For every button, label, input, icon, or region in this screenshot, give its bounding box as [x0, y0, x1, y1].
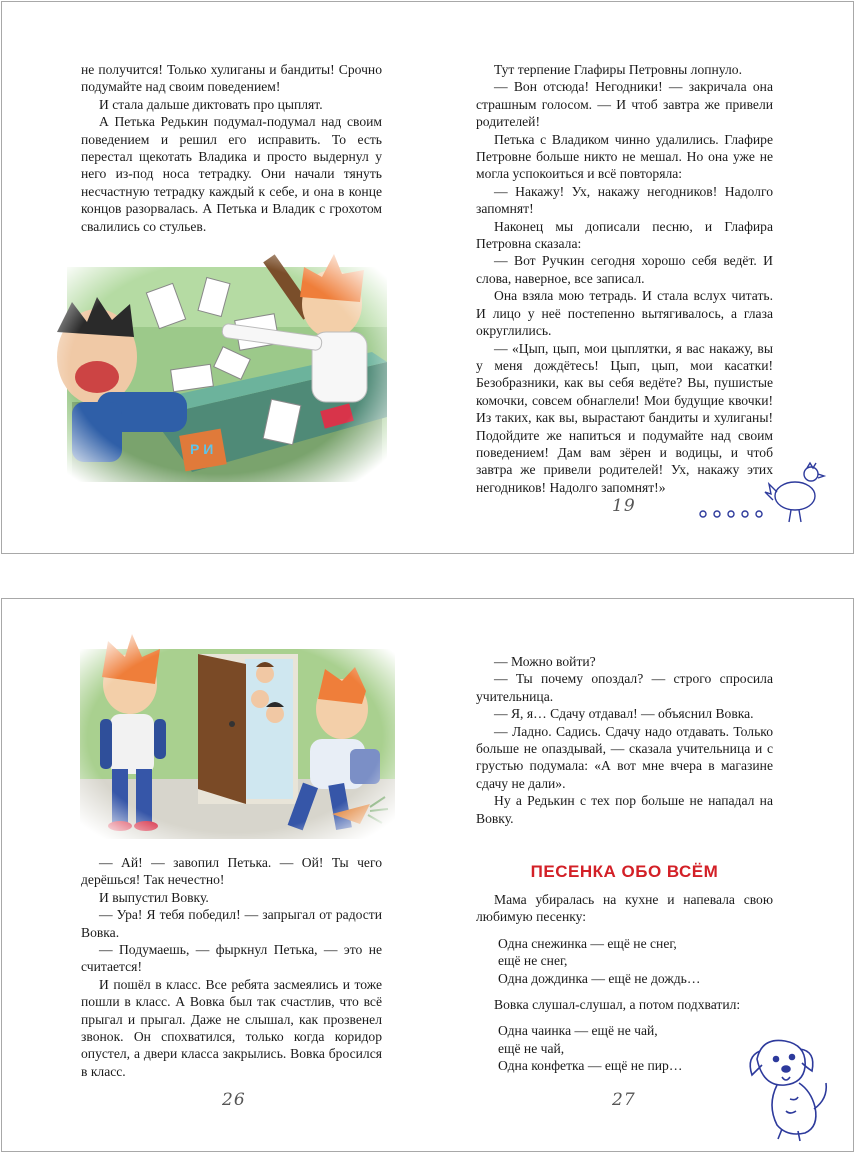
- verse-line: Одна конфетка — ещё не пир…: [498, 1058, 683, 1074]
- book-spread-bottom: [1, 598, 854, 1152]
- paragraph: — Можно войти?: [494, 654, 596, 669]
- book-spread-top: [1, 1, 854, 554]
- chapter-text: [476, 891, 773, 1075]
- page-number: 19: [612, 496, 636, 516]
- paragraph: Тут терпение Глафиры Петровны лопнуло.: [494, 62, 742, 77]
- page-number-left: 26: [222, 1090, 246, 1110]
- page-19-text: [476, 61, 773, 496]
- verse-line: Одна дождинка — ещё не дождь…: [498, 970, 701, 986]
- paragraph: — Ладно. Садись. Сдачу надо отдавать. Только больше не опаздывай, — сказала учительница и с грустью подумала: «А вот мне вчера в магазине сдачу не дали».: [476, 723, 773, 791]
- verse-line: Одна снежинка — ещё не снег,: [498, 935, 677, 951]
- page-27-text: [476, 653, 773, 827]
- hen-with-chicks-drawing: [695, 454, 835, 529]
- paragraph: — Подумаешь, — фыркнул Петька, — это не считается!: [81, 942, 382, 975]
- paragraph: Мама убиралась на кухне и напевала свою любимую песенку:: [476, 892, 773, 925]
- dog-drawing: [742, 1029, 837, 1144]
- verse-block: [476, 1022, 773, 1074]
- paragraph: — Ай! — завопил Петька. — Ой! Ты чего дерёшься! Так нечестно!: [81, 855, 382, 888]
- verse-line: ещё не снег,: [498, 953, 568, 969]
- paragraph: Петька с Владиком чинно удалились. Глафире Петровне больше никто не мешал. Но она уже не могла успокоиться и всё повторяла:: [476, 131, 773, 182]
- paragraph: И выпустил Вовку.: [99, 889, 209, 905]
- page-26-text: [81, 854, 382, 1080]
- verse-line: ещё не чай,: [498, 1040, 565, 1056]
- paragraph: Вовка слушал-слушал, а потом подхватил:: [494, 997, 741, 1013]
- paragraph: — «Цып, цып, мои цыплятки, я вас накажу, вы у меня дождётесь! Цып, цып, мои касатки! Безобразники, как вы себя ведёте? Вы, пушистые комочки, совсем обнаглели! Мои будущие квочки! Из таких, как вы, вырастают бандиты и хулиганы! Подойдите же напиться и подумайте над своим поведением! Дам вам зёрен и водицы, и чтоб завтра же привели родителей! Ух, накажу этих негодников! Надолго запомнят!»: [476, 340, 773, 495]
- paragraph: — Вот Ручкин сегодня хорошо себя ведёт. И слова, наверное, все записал.: [476, 253, 773, 286]
- chapter-title: ПЕСЕНКА ОБО ВСЁМ: [530, 862, 719, 881]
- paragraph: не получится! Только хулиганы и бандиты! Срочно подумайте над своим поведением!: [81, 62, 382, 95]
- verse-line: Одна чаинка — ещё не чай,: [498, 1023, 658, 1039]
- paragraph: — Ты почему опоздал? — строго спросила учительница.: [476, 671, 773, 704]
- paragraph: — Накажу! Ух, накажу негодников! Надолго запомнят!: [476, 183, 773, 217]
- verse-block: [476, 935, 773, 987]
- paragraph: — Вон отсюда! Негодники! — закричала она страшным голосом. — И чтоб завтра же привели родителей!: [476, 79, 773, 130]
- illustration-hallway-scene: [70, 629, 400, 844]
- paragraph: А Петька Редькин подумал-подумал над своим поведением и решил его исправить. То есть перестал щекотать Владика и просто выдернул у него из-под носа тетрадку. Они начали тянуть несчастную тетрадку каждый к себе, и она в конце концов разорвалась. А Петька и Владик с грохотом свалились со стульев.: [81, 114, 382, 234]
- paragraph: И пошёл в класс. Все ребята засмеялись и тоже пошли в класс. А Вовка был так счастлив, что всё прыгал и прыгал. Даже не слышал, как прозвенел звонок. Он спохватился, только когда коридор опустел, а двери класса закрылись. Вовка бросился в класс.: [81, 976, 382, 1079]
- paragraph: Она взяла мою тетрадь. И стала вслух читать. И лицо у неё постепенно вытягивалось, а глаза округлились.: [476, 288, 773, 339]
- illustration-boys-fighting: [42, 242, 394, 494]
- paragraph: Ну а Редькин с тех пор больше не нападал на Вовку.: [476, 793, 773, 826]
- paragraph: — Ура! Я тебя победил! — запрыгал от радости Вовка.: [81, 907, 382, 940]
- page-number-right: 27: [612, 1090, 636, 1110]
- page-18-text: [81, 61, 382, 235]
- paragraph: — Я, я… Сдачу отдавал! — объяснил Вовка.: [494, 706, 754, 722]
- paragraph: И стала дальше диктовать про цыплят.: [99, 96, 323, 112]
- paragraph: Наконец мы дописали песню, и Глафира Петровна сказала:: [476, 218, 773, 252]
